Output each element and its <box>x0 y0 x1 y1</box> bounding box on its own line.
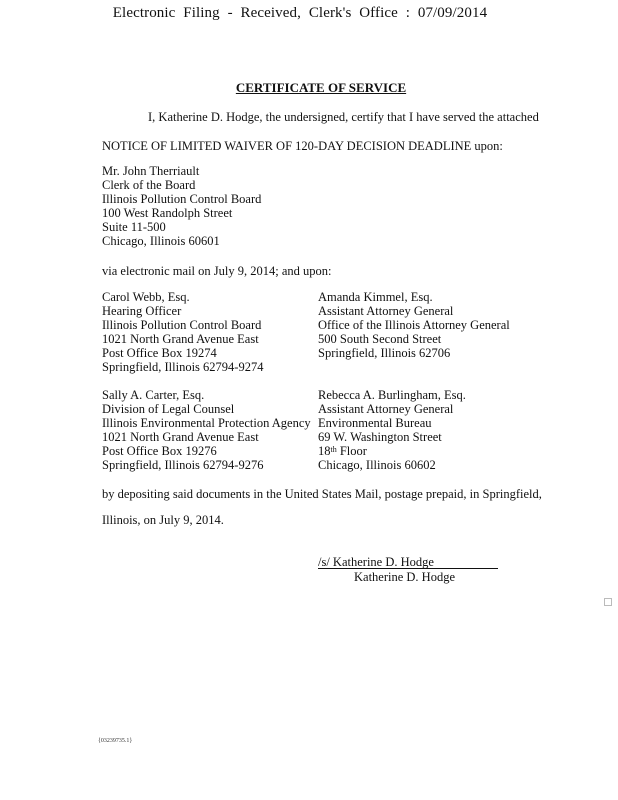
address-line: Carol Webb, Esq. <box>102 290 190 304</box>
recipient-left-bottom <box>102 388 311 472</box>
address-line: Chicago, Illinois 60602 <box>318 458 436 472</box>
address-line: Office of the Illinois Attorney General <box>318 318 510 332</box>
address-line: Division of Legal Counsel <box>102 402 235 416</box>
address-line: Suite 11-500 <box>102 220 166 234</box>
address-line: Post Office Box 19274 <box>102 346 217 360</box>
address-line: 100 West Randolph Street <box>102 206 233 220</box>
electronic-filing-header: Electronic Filing - Received, Clerk's Office : 07/09/2014 <box>112 5 488 21</box>
mail-line-1: by depositing said documents in the United States Mail, postage prepaid, in Springfield, <box>102 487 542 501</box>
address-line: 500 South Second Street <box>318 332 442 346</box>
signature-underline <box>318 568 498 569</box>
address-line: Amanda Kimmel, Esq. <box>318 290 433 304</box>
address-line: Assistant Attorney General <box>318 402 454 416</box>
page-margin-mark <box>604 598 612 606</box>
notice-line: NOTICE OF LIMITED WAIVER OF 120-DAY DECISION DEADLINE upon: <box>102 139 503 153</box>
recipient-right-top <box>318 290 510 360</box>
address-line: 69 W. Washington Street <box>318 430 442 444</box>
via-email-line: via electronic mail on July 9, 2014; and upon: <box>102 264 332 278</box>
floor-number: 18 <box>318 444 331 458</box>
address-line: Rebecca A. Burlingham, Esq. <box>318 388 466 402</box>
recipient-left-top <box>102 290 263 374</box>
address-line: Chicago, Illinois 60601 <box>102 234 220 248</box>
signature-line: /s/ Katherine D. Hodge <box>318 555 434 569</box>
address-line: Springfield, Illinois 62706 <box>318 346 451 360</box>
address-line: Springfield, Illinois 62794-9274 <box>102 360 264 374</box>
address-line: Environmental Bureau <box>318 416 432 430</box>
primary-recipient-address <box>102 164 261 248</box>
mail-line-2: Illinois, on July 9, 2014. <box>102 513 224 527</box>
address-line: Sally A. Carter, Esq. <box>102 388 205 402</box>
intro-paragraph: I, Katherine D. Hodge, the undersigned, certify that I have served the attached <box>148 110 539 124</box>
address-line: Illinois Environmental Protection Agency <box>102 416 311 430</box>
document-id-code: {03239735.1} <box>98 738 133 744</box>
signer-name: Katherine D. Hodge <box>354 570 456 584</box>
address-line: 1021 North Grand Avenue East <box>102 430 259 444</box>
address-line: Hearing Officer <box>102 304 182 318</box>
address-line: Illinois Pollution Control Board <box>102 192 262 206</box>
address-line: Post Office Box 19276 <box>102 444 217 458</box>
floor-suffix: th <box>330 445 337 454</box>
address-line: 1021 North Grand Avenue East <box>102 332 259 346</box>
document-title: CERTIFICATE OF SERVICE <box>235 80 407 95</box>
address-line: Assistant Attorney General <box>318 304 454 318</box>
address-line: Illinois Pollution Control Board <box>102 318 262 332</box>
address-line: Springfield, Illinois 62794-9276 <box>102 458 264 472</box>
floor-word: Floor <box>339 444 367 458</box>
recipient-right-bottom <box>318 388 466 472</box>
address-line-floor <box>318 444 466 458</box>
address-line: Mr. John Therriault <box>102 164 200 178</box>
address-line: Clerk of the Board <box>102 178 196 192</box>
